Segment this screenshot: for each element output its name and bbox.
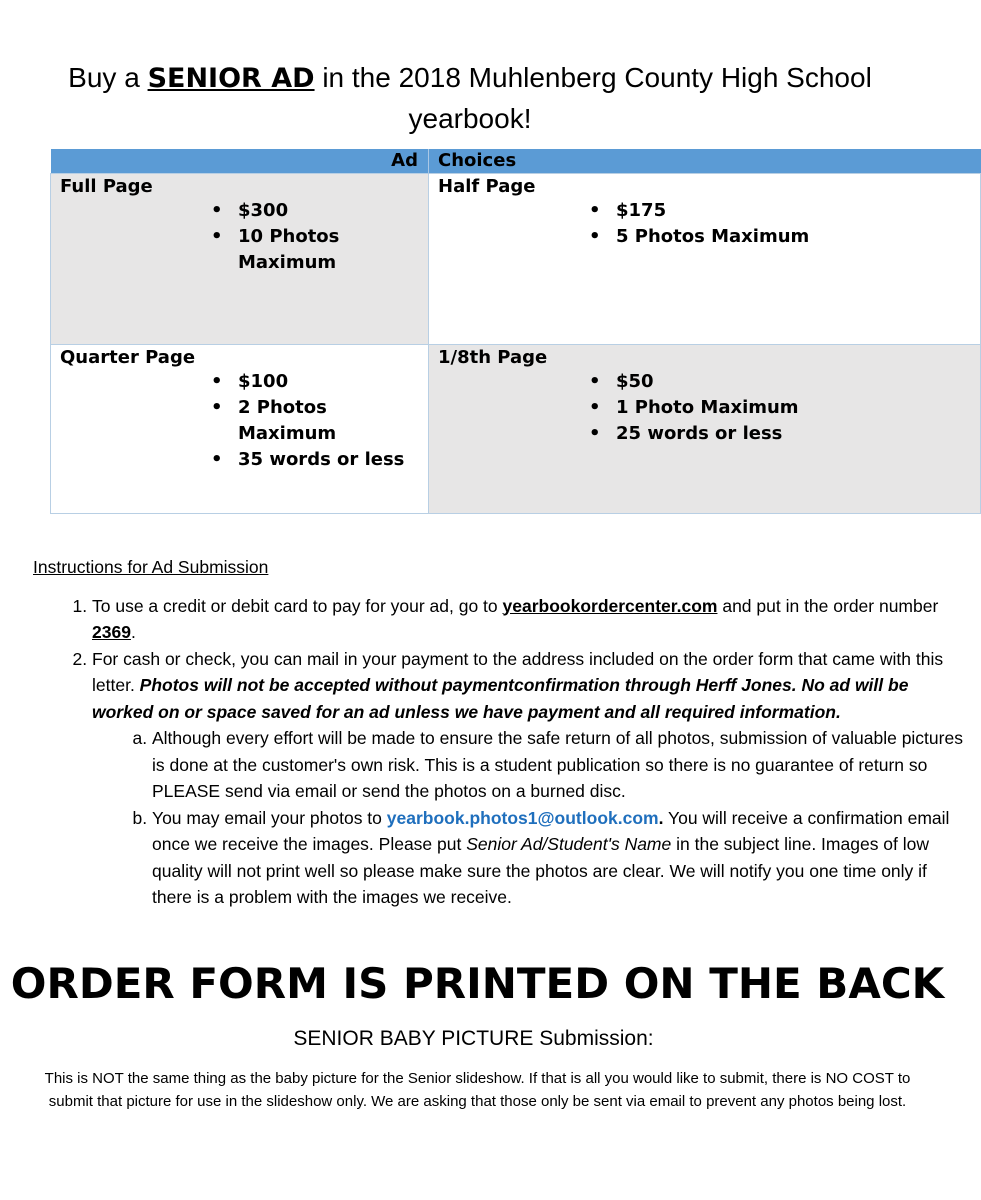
ad-option-detail: • 25 words or less bbox=[616, 421, 980, 447]
ad-option-title: Quarter Page bbox=[60, 347, 196, 368]
table-header-choices: Choices bbox=[429, 149, 981, 174]
table-header-ad: Ad bbox=[51, 149, 429, 174]
instructions-heading: Instructions for Ad Submission bbox=[33, 557, 269, 577]
ad-option-detail: • 5 Photos Maximum bbox=[616, 224, 980, 250]
instruction-item: 2. For cash or check, you can mail in your payment to the address included on the order form that came with this letter. Photos will not be accepted without paymentconfirmation through Herff Jones. No ad will be worked on or space saved for an ad unless we have payment and all required information. a. Although every effort will be made to ensure the safe return of all photos, submission of valuable pictures is done at the customer's own risk. This is a student publication so there is no guarantee of return so PLEASE send via email or send the photos on a burned disc. b. You may email your photos to yearbook.photos1@outlook.com. You will receive a confirmation email once we receive the images. Please put Senior Ad/Student's Name in the subject line. Images of low quality will not print well so please make sure the photos are clear. We will notify you one time only if there is a problem with the images we receive. bbox=[92, 646, 963, 911]
ad-option-price: • $175 bbox=[616, 198, 980, 224]
ad-option-eighth-page bbox=[429, 345, 981, 514]
instructions-section bbox=[33, 554, 963, 911]
ad-option-title: 1/8th Page bbox=[438, 347, 548, 368]
ad-option-detail: • 35 words or less bbox=[238, 447, 428, 473]
ad-option-quarter-page bbox=[51, 345, 429, 514]
instructions-sublist bbox=[92, 725, 963, 911]
instruction-item: 1. To use a credit or debit card to pay for your ad, go to yearbookordercenter.com and put in the order number 2369. bbox=[92, 593, 963, 646]
ad-choices-table bbox=[50, 149, 981, 514]
order-number: 2369 bbox=[92, 622, 131, 642]
page-title: Buy a SENIOR AD in the 2018 Muhlenberg County High School yearbook! bbox=[68, 62, 872, 134]
email-link[interactable]: yearbook.photos1@outlook.com bbox=[386, 807, 659, 828]
ad-option-price: • $300 bbox=[238, 198, 428, 224]
ad-option-price: • $100 bbox=[238, 369, 428, 395]
ad-option-title: Half Page bbox=[438, 176, 536, 197]
baby-picture-text: This is NOT the same thing as the baby picture for the Senior slideshow. If that is all you would like to submit, there is NO COST to submit that picture for use in the slideshow only. We are asking that those only be sent via email to prevent any photos being lost. bbox=[44, 1070, 911, 1110]
ad-option-full-page bbox=[51, 174, 429, 345]
instruction-subitem: b. You may email your photos to yearbook.photos1@outlook.com. You will receive a confirmation email once we receive the images. Please put Senior Ad/Student's Name in the subject line. Images of low quality will not print well so please make sure the photos are clear. We will notify you one time only if there is a problem with the images we receive. bbox=[152, 805, 963, 911]
instructions-list bbox=[33, 593, 963, 911]
ad-option-half-page bbox=[429, 174, 981, 345]
ad-option-detail: • 1 Photo Maximum bbox=[616, 395, 980, 421]
senior-ad-emphasis: SENIOR AD bbox=[147, 63, 315, 94]
instruction-subitem: a. Although every effort will be made to ensure the safe return of all photos, submission of valuable pictures is done at the customer's own risk. This is a student publication so there is no guarantee of return so PLEASE send via email or send the photos on a burned disc. bbox=[152, 725, 963, 805]
ad-option-detail: • 10 Photos Maximum bbox=[238, 224, 378, 276]
ad-option-title: Full Page bbox=[60, 176, 153, 197]
ad-option-detail: • 2 Photos Maximum bbox=[238, 395, 378, 447]
order-site-link[interactable]: yearbookordercenter.com bbox=[502, 595, 718, 616]
order-form-banner: ORDER FORM IS PRINTED ON THE BACK bbox=[10, 959, 945, 1008]
baby-picture-heading: SENIOR BABY PICTURE Submission: bbox=[293, 1027, 654, 1050]
ad-option-price: • $50 bbox=[616, 369, 980, 395]
payment-warning: Photos will not be accepted without paymentconfirmation through Herff Jones. No ad will be worked on or space saved for an ad unless we have payment and all required information. bbox=[92, 675, 909, 722]
